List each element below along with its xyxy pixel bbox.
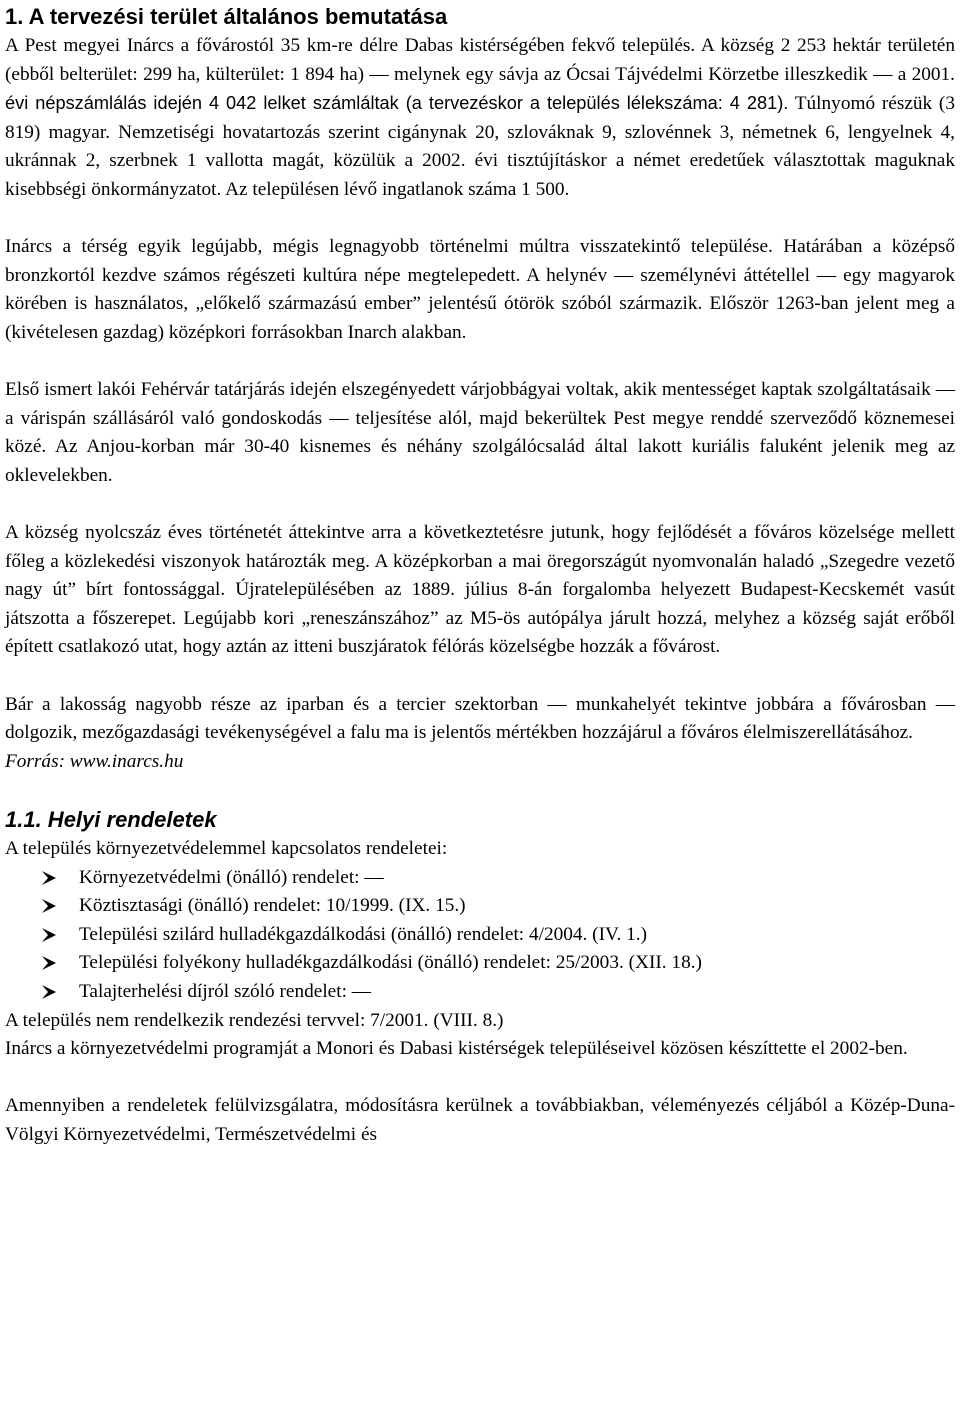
list-item [5,949,955,978]
list-item-text: Települési folyékony hulladékgazdálkodási (önálló) rendelet: 25/2003. (XII. 18.) [79,952,702,974]
paragraph-history: Inárcs a térség egyik legújabb, mégis legnagyobb történelmi múltra visszatekintő települése. Határában a középső bronzkortól kezdve számos régészeti kultúra népe megtelepedett. A helynév ― személynévi áttétellel ― egy magyarok körében is használatos, „előkelő származású ember” jelentésű ótörök szóból származik. Először 1263-ban jelent meg a (kivételesen gazdag) középkori forrásokban Inarch alakban. [5,236,955,343]
list-item-text: Települési szilárd hulladékgazdálkodási (önálló) rendelet: 4/2004. (IV. 1.) [79,923,647,945]
paragraph-first-inhabitants: Első ismert lakói Fehérvár tatárjárás idején elszegényedett várjobbágyai voltak, akik mentességet kaptak szolgáltatásaik ― a várispán szállásáról való gondoskodás ― teljesítése alól, majd bekerültek Pest megye renddé szerveződő köznemesei közé. Az Anjou-korban már 30-40 kisnemes és néhány szolgálócsalád által lakott kuriális faluként jelenik meg az oklevelekben. [5,379,955,486]
source-citation: Forrás: www.inarcs.hu [5,750,184,772]
arrowhead-bullet-icon [41,870,57,886]
section-heading-1: 1. A tervezési terület általános bemutatása [5,4,448,29]
list-item [5,892,955,921]
list-item-text: Köztisztasági (önálló) rendelet: 10/1999. (IX. 15.) [79,895,466,917]
paragraph-economy: Bár a lakosság nagyobb része az iparban és a tercier szektorban ― munkahelyét tekintve jobbára a fővárosban ― dolgozik, mezőgazdasági tevékenységével a falu ma is jelentős mértékben hozzájárul a főváros élelmiszerellátásához. [5,693,955,744]
list-item [5,921,955,950]
arrowhead-bullet-icon [41,984,57,1000]
arrowhead-bullet-icon [41,898,57,914]
list-item-text: Környezetvédelmi (önálló) rendelet: ― [79,866,384,888]
regulations-intro: A település környezetvédelemmel kapcsolatos rendeletei: [5,838,448,860]
paragraph-intro [5,32,955,205]
document-page [5,0,955,1150]
paragraph-intro-part-b: évi népszámlálás idején 4 042 lelket számláltak (a tervezéskor a település lélekszáma: 4 281). [5,93,789,114]
section-heading-1-1: 1.1. Helyi rendeletek [5,807,217,833]
arrowhead-bullet-icon [41,955,57,971]
zoning-plan-note: A település nem rendelkezik rendezési tervvel: 7/2001. (VIII. 8.) [5,1009,504,1031]
paragraph-intro-part-c: Túlnyomó részük (3 819) magyar. Nemzetiségi hovatartozás szerint cigánynak 20, szlováknak 9, szlovénnek 3, németnek 6, lengyelnek 4, ukránnak 2, szerbnek 1 vallotta magát, közülük a 2002. évi tisztújításkor a német eredetűek választottak maguknak kisebbségi önkormányzatot. Az településen lévő ingatlanok száma 1 500. [5,93,955,200]
environmental-program-note: Inárcs a környezetvédelmi programját a Monori és Dabasi kistérségek településeivel közösen készíttette el 2002-ben. [5,1038,908,1060]
list-item-text: Talajterhelési díjról szóló rendelet: ― [79,981,372,1002]
paragraph-intro-part-a: A Pest megyei Inárcs a fővárostól 35 km-re délre Dabas kistérségében fekvő település. A község 2 253 hektár területén (ebből belterület: 299 ha, külterület: 1 894 ha) ― melynek egy sávja az Ócsai Tájvédelmi Körzetbe illeszkedik ― a 2001. [5,35,955,85]
list-item [5,978,955,1007]
list-item [5,864,955,893]
arrowhead-bullet-icon [41,927,57,943]
paragraph-transport: A község nyolcszáz éves történetét áttekintve arra a következtetésre jutunk, hogy fejlődését a főváros közelsége mellett főleg a közlekedési viszonyok határozták meg. A középkorban a mai öregországút nyomvonalán haladó „Szegedre vezető nagy út” bírt fontossággal. Újratelepülésében az 1889. július 8-án forgalomba helyezett Budapest-Kecskemét vasút játszotta a főszerepet. Legújabb kori „reneszánszához” az M5-ös autópálya járult hozzá, melyhez a község saját erőből épített csatlakozó utat, hogy aztán az itteni buszjáratok félórás közelségbe hozzák a fővárost. [5,522,955,658]
paragraph-review: Amennyiben a rendeletek felülvizsgálatra, módosításra kerülnek a továbbiakban, véleményezés céljából a Közép-Duna- Völgyi Környezetvédelmi, Természetvédelmi és [5,1095,955,1145]
regulations-list [5,864,955,1007]
